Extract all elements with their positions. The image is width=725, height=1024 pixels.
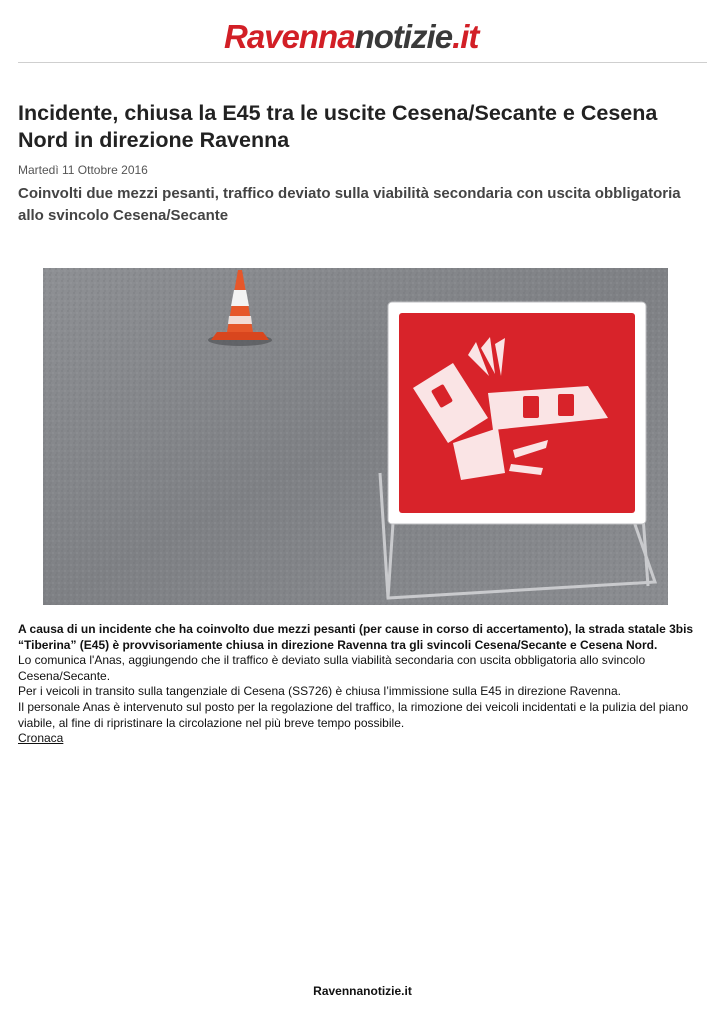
article-paragraph: Il personale Anas è intervenuto sul posto per la regolazione del traffico, la rimozione dei veicoli incidentati e la pulizia del piano viabile, al fine di ripristinare la circolazione nel più breve tempo possibile. [18,699,689,730]
logo-tld: .it [452,18,479,55]
article-title: Incidente, chiusa la E45 tra le uscite Cesena/Secante e Cesena Nord in direzione Ravenna [18,101,658,152]
car-crash-warning-sign [388,302,646,524]
logo-notizie: notizie [354,18,453,55]
article-body [18,622,713,747]
article-photo [43,268,668,605]
site-logo[interactable] [224,18,478,58]
article-date: Martedì 11 Ottobre 2016 [18,163,148,177]
category-link[interactable]: Cronaca [18,731,64,746]
header-divider [18,62,707,63]
article-paragraph: Lo comunica l'Anas, aggiungendo che il traffico è deviato sulla viabilità secondaria con uscita obbligatoria allo svincolo Cesena/Secante. [18,653,646,683]
article-lead-paragraph: A causa di un incidente che ha coinvolto due mezzi pesanti (per cause in corso di accertamento), la strada statale 3bis “Tiberina” (E45) è provvisoriamente chiusa in direzione Ravenna tra gli svincoli Cesena/Secante e Cesena Nord. [18,622,694,652]
footer-site-name: Ravennanotizie.it [313,984,412,998]
logo-ravenna: Ravenna [224,18,355,55]
article-paragraph: Per i veicoli in transito sulla tangenziale di Cesena (SS726) è chiusa l’immissione sulla E45 in direzione Ravenna. [18,684,621,699]
article-subtitle: Coinvolti due mezzi pesanti, traffico deviato sulla viabilità secondaria con uscita obbligatoria allo svincolo Cesena/Secante [18,185,681,224]
